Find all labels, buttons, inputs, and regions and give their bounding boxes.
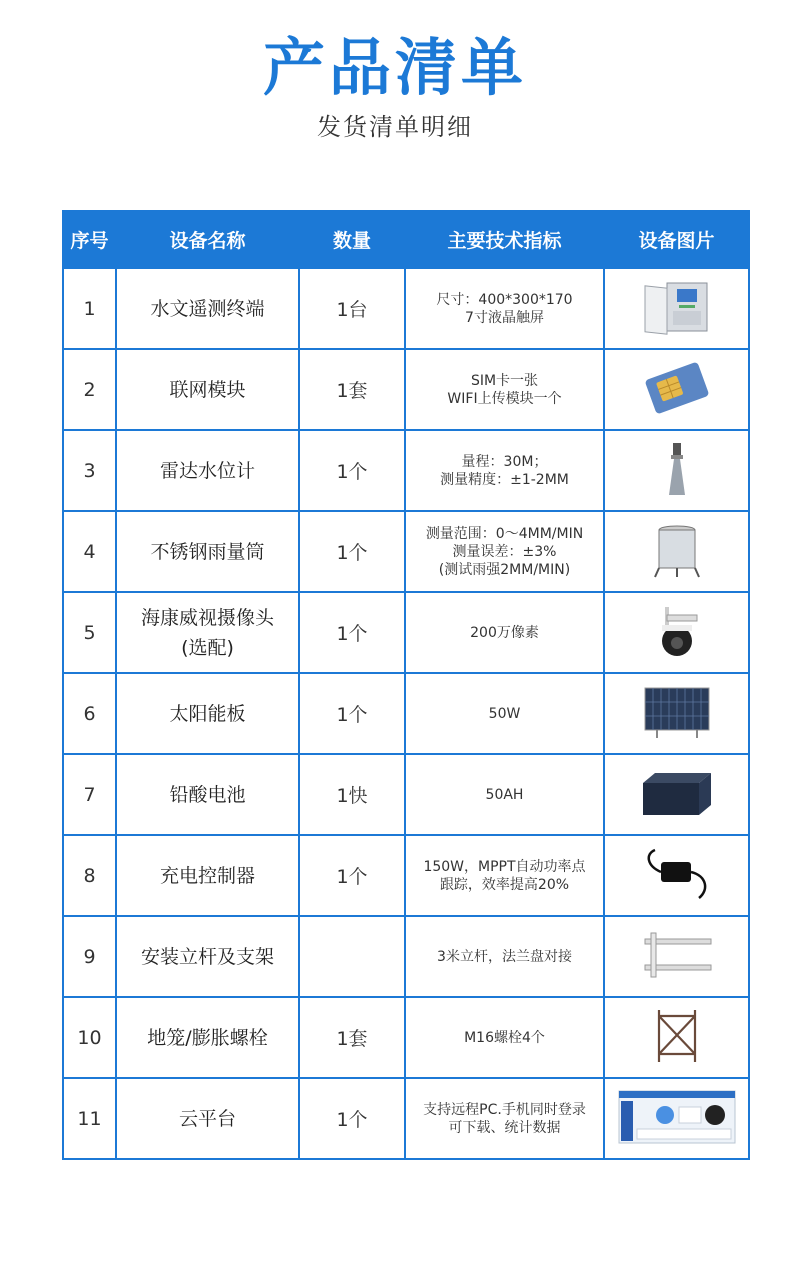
device-image-cell — [604, 349, 749, 430]
table-row — [63, 916, 749, 997]
device-name: 海康威视摄像头 — [140, 606, 274, 629]
quantity: 1套 — [299, 997, 405, 1078]
dome-camera-image — [609, 603, 744, 663]
device-name: 地笼/膨胀螺栓 — [147, 1026, 268, 1049]
device-name: 太阳能板 — [169, 702, 246, 725]
device-name: 安装立杆及支架 — [140, 945, 274, 968]
spec-cell — [405, 997, 604, 1078]
table-header-row — [63, 211, 749, 268]
spec-line: 50W — [488, 705, 521, 722]
row-number: 11 — [63, 1078, 116, 1159]
table-row — [63, 592, 749, 673]
table-row — [63, 268, 749, 349]
device-image-cell — [604, 430, 749, 511]
spec-line: 量程：30M； — [461, 453, 548, 470]
solar-panel-image — [609, 684, 744, 744]
device-name-cell — [116, 349, 299, 430]
device-image-cell — [604, 673, 749, 754]
device-name-cell — [116, 835, 299, 916]
column-header-image: 设备图片 — [604, 211, 749, 268]
spec-line: 支持远程PC.手机同时登录 — [423, 1101, 586, 1118]
device-image-cell — [604, 835, 749, 916]
device-image-cell — [604, 754, 749, 835]
spec-cell — [405, 592, 604, 673]
table-row — [63, 349, 749, 430]
row-number: 4 — [63, 511, 116, 592]
spec-cell — [405, 430, 604, 511]
spec-line: WIFI上传模块一个 — [447, 390, 562, 407]
device-image-cell — [604, 1078, 749, 1159]
column-header-spec: 主要技术指标 — [405, 211, 604, 268]
page-title: 产品清单 — [262, 31, 527, 104]
row-number: 1 — [63, 268, 116, 349]
device-image-cell — [604, 592, 749, 673]
page-subtitle: 发货清单明细 — [317, 113, 473, 141]
spec-line: SIM卡一张 — [470, 372, 539, 389]
table-row — [63, 430, 749, 511]
spec-cell — [405, 916, 604, 997]
table-row — [63, 754, 749, 835]
spec-line: 跟踪，效率提高20% — [439, 876, 570, 893]
device-name: 充电控制器 — [159, 864, 255, 887]
spec-line: 150W，MPPT自动功率点 — [423, 858, 586, 875]
quantity — [299, 916, 405, 997]
cloud-platform-dashboard-image — [609, 1089, 744, 1149]
device-image-cell — [604, 916, 749, 997]
spec-line: 可下载、统计数据 — [448, 1119, 561, 1136]
device-name: 雷达水位计 — [159, 459, 255, 482]
spec-cell — [405, 511, 604, 592]
quantity: 1个 — [299, 835, 405, 916]
device-image-cell — [604, 997, 749, 1078]
table-body — [63, 268, 749, 1159]
row-number: 7 — [63, 754, 116, 835]
quantity: 1个 — [299, 430, 405, 511]
quantity: 1快 — [299, 754, 405, 835]
device-name-cell — [116, 997, 299, 1078]
device-name-cell — [116, 1078, 299, 1159]
radar-level-meter-image — [609, 441, 744, 501]
row-number: 10 — [63, 997, 116, 1078]
table-row — [63, 997, 749, 1078]
table-row — [63, 1078, 749, 1159]
spec-line: 测量范围：0～4MM/MIN — [425, 525, 584, 542]
device-name-cell — [116, 754, 299, 835]
spec-line: 尺寸：400*300*170 — [436, 291, 573, 308]
row-number: 9 — [63, 916, 116, 997]
row-number: 5 — [63, 592, 116, 673]
spec-cell — [405, 673, 604, 754]
spec-line: M16螺栓4个 — [464, 1029, 545, 1046]
column-header-qty: 数量 — [299, 211, 405, 268]
spec-line: (测试雨强2MM/MIN) — [438, 561, 571, 578]
lead-acid-battery-image — [609, 765, 744, 825]
quantity: 1套 — [299, 349, 405, 430]
table-row — [63, 835, 749, 916]
row-number: 8 — [63, 835, 116, 916]
rain-gauge-image — [609, 522, 744, 582]
table-row — [63, 673, 749, 754]
row-number: 2 — [63, 349, 116, 430]
device-name-cell — [116, 592, 299, 673]
ground-cage-image — [609, 1008, 744, 1068]
quantity: 1个 — [299, 592, 405, 673]
spec-line: 200万像素 — [470, 624, 539, 641]
charge-controller-adapter-image — [609, 846, 744, 906]
device-name-cell — [116, 673, 299, 754]
device-image-cell — [604, 511, 749, 592]
spec-cell — [405, 754, 604, 835]
spec-cell — [405, 268, 604, 349]
quantity: 1个 — [299, 673, 405, 754]
device-name: 云平台 — [178, 1107, 236, 1130]
spec-cell — [405, 835, 604, 916]
spec-cell — [405, 349, 604, 430]
device-name: 铅酸电池 — [169, 783, 246, 806]
device-name: (选配) — [181, 636, 234, 659]
device-name-cell — [116, 268, 299, 349]
spec-cell — [405, 1078, 604, 1159]
spec-line: 测量误差：±3% — [452, 543, 557, 560]
sim-card-image — [609, 360, 744, 420]
device-name-cell — [116, 916, 299, 997]
quantity: 1台 — [299, 268, 405, 349]
device-name: 不锈钢雨量筒 — [150, 540, 265, 563]
quantity: 1个 — [299, 511, 405, 592]
device-image-cell — [604, 268, 749, 349]
device-name-cell — [116, 430, 299, 511]
spec-line: 50AH — [485, 786, 524, 803]
column-header-name: 设备名称 — [116, 211, 299, 268]
spec-line: 测量精度：±1-2MM — [440, 471, 569, 488]
device-name: 联网模块 — [169, 378, 246, 401]
row-number: 3 — [63, 430, 116, 511]
table-row — [63, 511, 749, 592]
product-list-table — [62, 210, 750, 1160]
telemetry-terminal-cabinet-image — [609, 279, 744, 339]
spec-line: 7寸液晶触屏 — [465, 309, 544, 326]
row-number: 6 — [63, 673, 116, 754]
device-name: 水文遥测终端 — [150, 297, 265, 320]
spec-line: 3米立杆，法兰盘对接 — [437, 948, 572, 965]
device-name-cell — [116, 511, 299, 592]
quantity: 1个 — [299, 1078, 405, 1159]
column-header-no: 序号 — [63, 211, 116, 268]
mounting-pole-bracket-image — [609, 927, 744, 987]
